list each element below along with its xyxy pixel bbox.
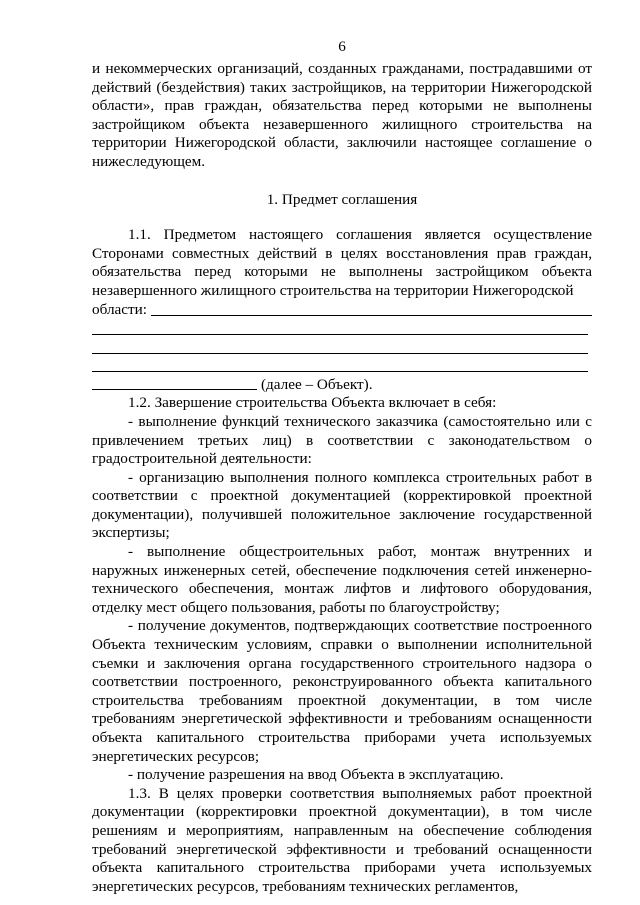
clause-1-1-closing: (далее – Объект). [261,375,373,393]
clause-1-1-blank-line-1 [92,301,592,320]
blank-rule [151,301,592,316]
clause-1-1-blank-line-3 [92,338,592,357]
clause-1-1-label: области: [92,300,147,318]
section-heading: 1. Предмет соглашения [266,190,418,208]
intro-paragraph: и некоммерческих организаций, созданных гражданами, пострадавшими от действий (бездействия) таких застройщиков, на территории Нижегородской области», прав граждан, обязательства перед которыми не выполнены застройщиком объекта незавершенного жилищного строительства на территории Нижегородской области, заключили настоящее соглашение о нижеследующем. [92,60,592,170]
clause-1-2-item: - организацию выполнения полного комплекса строительных работ в соответствии с проектной документацией (корректировкой проектной документации), получившей положительное заключение государственной экспертизы; [92,468,592,542]
clause-1-2-item: - получение документов, подтверждающих соответствие построенного Объекта техническим условиям, справки о выполнении исполнительной съемки и заключения органа государственного строительного надзора о соответствии построенного, реконструированного объекта капитального строительства требованиям проектной документации, в том числе требованиям энергетической эффективности и требованиям оснащенности объекта капитального строительства приборами учета используемых энергетических ресурсов; [92,617,592,765]
clause-1-2-item: - выполнение общестроительных работ, монтаж внутренних и наружных инженерных сетей, обеспечение подключения сетей инженерно-технического обеспечения, монтаж лифтов и лифтового оборудования, отделку мест общего пользования, работы по благоустройству; [92,543,592,616]
clause-1-1-blank-line-5 [92,375,592,394]
clause-1-2-item: - выполнение функций технического заказчика (самостоятельно или с привлечением третьих лиц) в соответствии с законодательством о градостроительной деятельности: [92,412,592,468]
page-number: 6 [338,38,346,55]
clause-1-1-blank-line-2 [92,320,592,339]
page-content [92,38,592,896]
clause-1-2-item: - получение разрешения на ввод Объекта в эксплуатацию. [128,766,504,784]
clause-1-1-blank-line-4 [92,357,592,376]
clause-1-1-text: 1.1. Предметом настоящего соглашения является осуществление Сторонами совместных действий в целях восстановления прав граждан, обязательства перед которыми не выполнены застройщиком объекта незавершенного жилищного строительства на территории Нижегородской [92,226,592,299]
clause-1-3-text: 1.3. В целях проверки соответствия выполняемых работ проектной документации (корректировки проектной документации), в том числе решениям и мероприятиям, направленным на обеспечение соблюдения требований энергетической эффективности и требований оснащенности объекта капитального строительства приборами учета используемых энергетических ресурсов, требованиям технических регламентов, [92,784,592,895]
clause-1-2-lead: 1.2. Завершение строительства Объекта включает в себя: [128,394,497,412]
blank-rule [92,375,257,390]
